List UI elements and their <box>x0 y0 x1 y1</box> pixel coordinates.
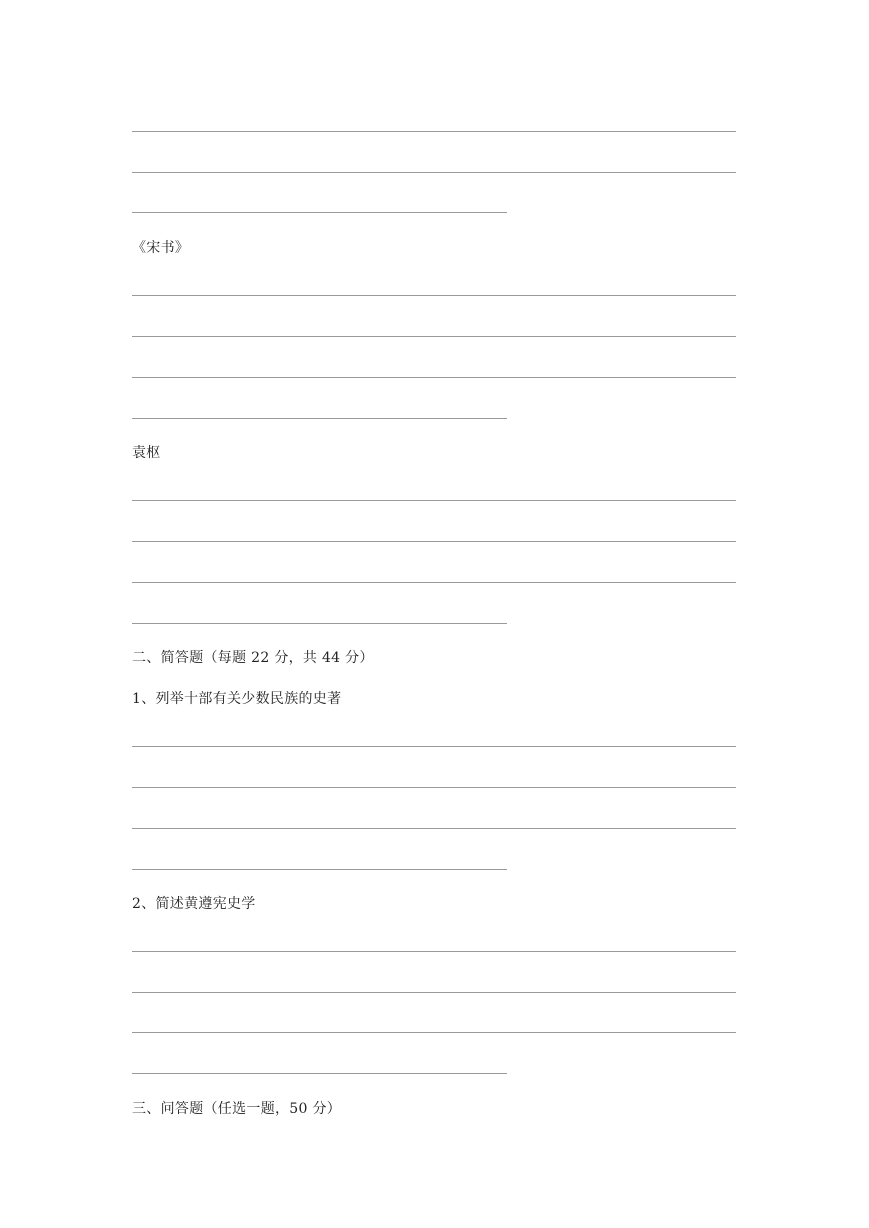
answer-line <box>132 1073 507 1074</box>
term-heading: 《宋书》 <box>132 240 190 256</box>
answer-line <box>132 623 507 624</box>
question-text: 1、列举十部有关少数民族的史著 <box>132 691 342 707</box>
answer-line <box>132 828 736 829</box>
answer-line <box>132 500 736 501</box>
answer-line <box>132 212 507 213</box>
question-text: 2、简述黄遵宪史学 <box>132 896 256 912</box>
section-heading: 三、问答题（任选一题，50 分） <box>132 1101 342 1117</box>
answer-line <box>132 787 736 788</box>
answer-line <box>132 951 736 952</box>
answer-line <box>132 418 507 419</box>
answer-line <box>132 377 736 378</box>
answer-line <box>132 172 736 173</box>
term-heading: 袁枢 <box>132 445 161 461</box>
answer-line <box>132 992 736 993</box>
answer-line <box>132 869 507 870</box>
answer-line <box>132 131 736 132</box>
answer-line <box>132 582 736 583</box>
answer-line <box>132 746 736 747</box>
answer-line <box>132 1032 736 1033</box>
answer-line <box>132 295 736 296</box>
answer-line <box>132 336 736 337</box>
section-heading: 二、简答题（每题 22 分，共 44 分） <box>132 650 374 666</box>
answer-line <box>132 541 736 542</box>
